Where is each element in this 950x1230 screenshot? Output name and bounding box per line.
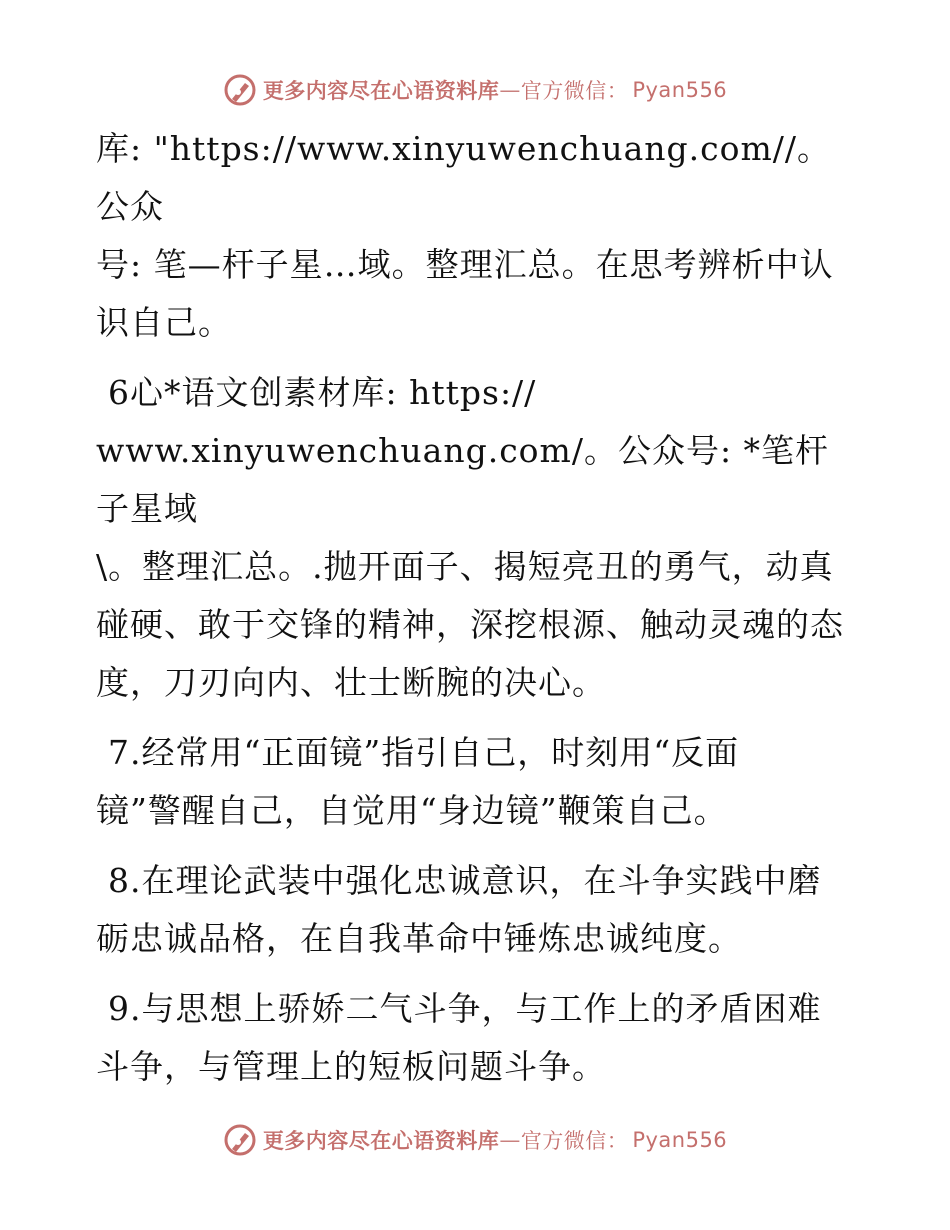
paragraph-9	[96, 980, 856, 1096]
document-body	[96, 120, 856, 1108]
header-sub-text: 官方微信：	[520, 79, 629, 103]
text-line: 9.与思想上骄娇二气斗争，与工作上的矛盾困难	[108, 989, 822, 1028]
footer-banner	[0, 1120, 950, 1160]
text-line: 6心*语文创素材库: https://	[108, 373, 537, 412]
text-line: 砺忠诚品格，在自我革命中锤炼忠诚纯度。	[96, 919, 742, 958]
footer-sub-text: 官方微信：	[520, 1129, 629, 1153]
footer-main-text: 更多内容尽在心语资料库	[262, 1129, 500, 1153]
text-line: \。整理汇总。.抛开面子、揭短亮丑的勇气，动真	[96, 547, 834, 586]
text-line: www.xinyuwenchuang.com/。公众号: *笔杆子星域	[96, 431, 830, 528]
pen-logo-icon	[223, 73, 257, 107]
paragraph-6	[96, 364, 856, 712]
text-line: 识自己。	[96, 303, 232, 342]
text-line: 碰硬、敢于交锋的精神，深挖根源、触动灵魂的态	[96, 605, 844, 644]
header-wechat-id: Pyan556	[632, 78, 728, 102]
paragraph-7	[96, 724, 856, 840]
text-line: 8.在理论武装中强化忠诚意识，在斗争实践中磨	[108, 861, 822, 900]
text-line: 斗争，与管理上的短板问题斗争。	[96, 1047, 606, 1086]
text-line: 度，刀刃向内、壮士断腕的决心。	[96, 663, 606, 702]
footer-separator: —	[499, 1128, 521, 1152]
paragraph-8	[96, 852, 856, 968]
pen-logo-icon	[223, 1123, 257, 1157]
text-line: 库: "https://www.xinyuwenchuang.com//。公众	[96, 129, 832, 226]
header-main-text: 更多内容尽在心语资料库	[262, 79, 500, 103]
text-line: 号: 笔—杆子星…域。整理汇总。在思考辨析中认	[96, 245, 834, 284]
header-separator: —	[499, 78, 521, 102]
header-banner	[0, 70, 950, 110]
footer-wechat-id: Pyan556	[632, 1128, 728, 1152]
text-line: 镜”警醒自己，自觉用“身边镜”鞭策自己。	[96, 791, 728, 830]
paragraph-1	[96, 120, 856, 352]
text-line: 7.经常用“正面镜”指引自己，时刻用“反面	[108, 733, 740, 772]
